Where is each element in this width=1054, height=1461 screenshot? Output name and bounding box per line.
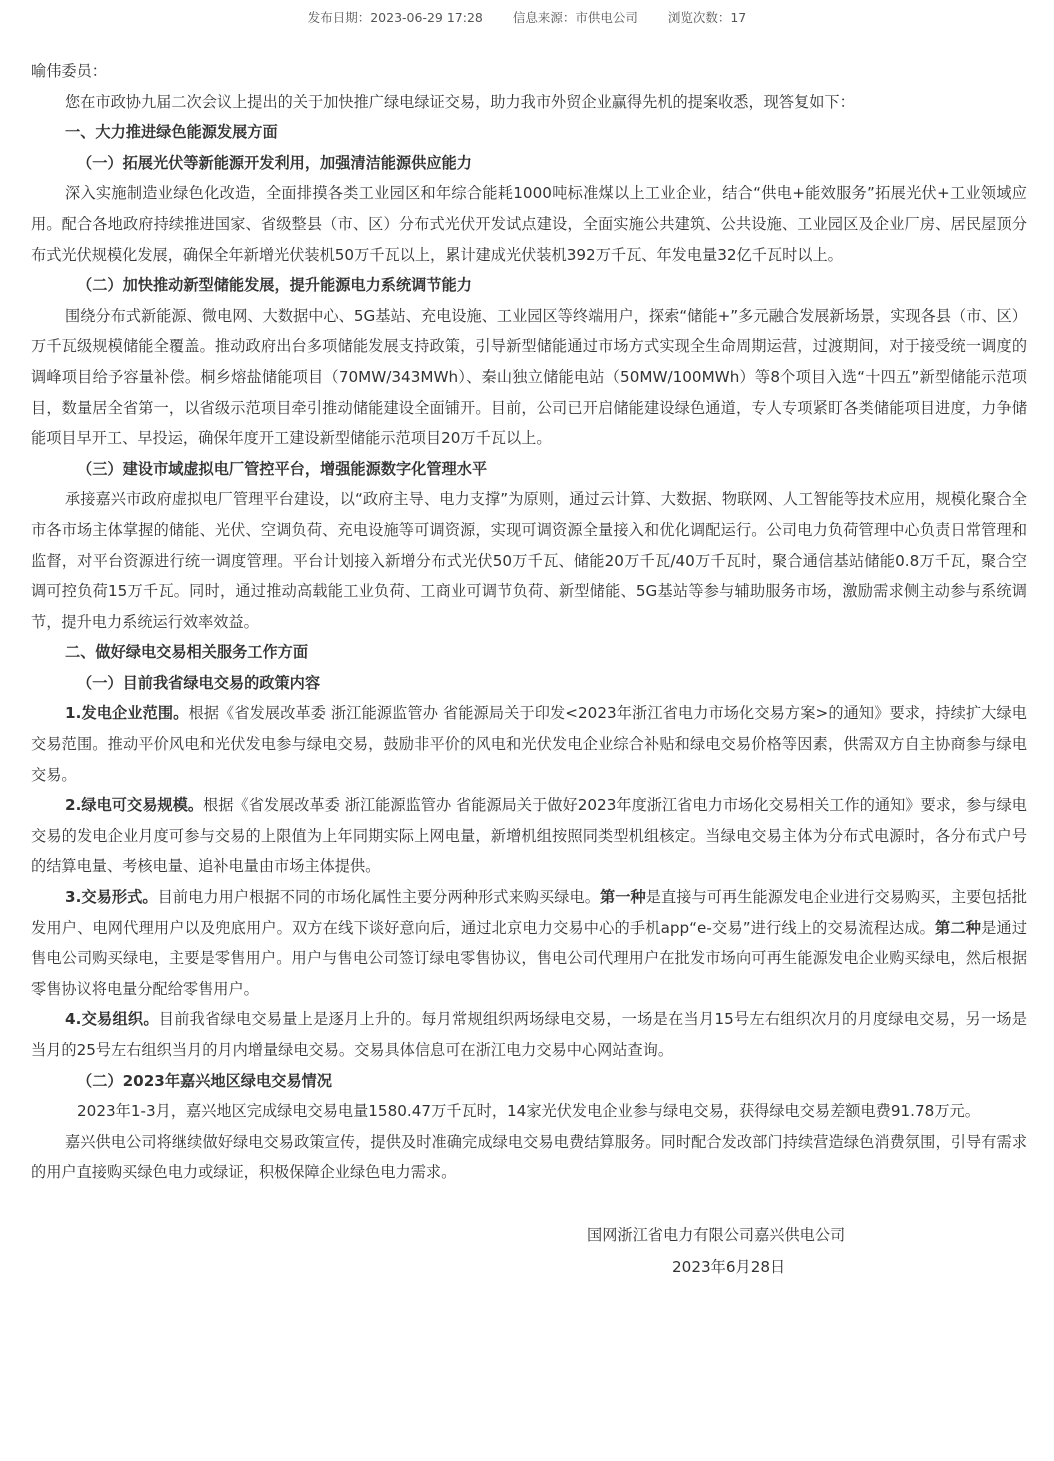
policy-item-3-first-type: 第一种 <box>600 888 646 907</box>
section-1-sub-1-body: 深入实施制造业绿色化改造，全面排摸各类工业园区和年综合能耗1000吨标准煤以上工业企业，结合“供电+能效服务”拓展光伏+工业领域应用。配合各地政府持续推进国家、省级整县（市、区）分布式光伏开发试点建设，全面实施公共建筑、公共设施、工业园区及企业厂房、居民屋顶分布式光伏规模化发展，确保全年新增光伏装机50万千瓦以上，累计建成光伏装机392万千瓦、年发电量32亿千瓦时以上。 <box>31 184 1027 264</box>
policy-item-3-title: 3.交易形式。 <box>65 888 158 907</box>
section-1-sub-1-heading: （一）拓展光伏等新能源开发利用，加强清洁能源供应能力 <box>77 153 472 172</box>
article-body <box>31 56 1027 1283</box>
section-1-heading: 一、大力推进绿色能源发展方面 <box>65 123 278 142</box>
signature-date: 2023年6月28日 <box>672 1257 786 1276</box>
section-2-sub-2-body: 2023年1-3月，嘉兴地区完成绿电交易电量1580.47万千瓦时，14家光伏发电企业参与绿电交易，获得绿电交易差额电费91.78万元。 <box>77 1102 980 1121</box>
publish-date: 发布日期：2023-06-29 17:28 <box>307 10 483 25</box>
policy-item-3-body-a: 目前电力用户根据不同的市场化属性主要分两种形式来购买绿电。 <box>157 888 600 907</box>
policy-item-3-body-c: 是通过售电公司购买绿电，主要是零售用户。用户与售电公司签订绿电零售协议，售电公司代理用户在批发市场向可再生能源发电企业购买绿电，然后根据零售协议将电量分配给零售用户。 <box>31 918 1028 998</box>
intro-paragraph: 您在市政协九届二次会议上提出的关于加快推广绿电绿证交易，助力我市外贸企业赢得先机的提案收悉，现答复如下： <box>65 92 855 111</box>
section-2-sub-1-heading: （一）目前我省绿电交易的政策内容 <box>77 673 320 692</box>
section-2-heading: 二、做好绿电交易相关服务工作方面 <box>65 643 308 662</box>
policy-item-4 <box>31 1004 1027 1065</box>
signature-block <box>31 1219 1027 1283</box>
view-count: 浏览次数：17 <box>667 10 747 25</box>
section-1-sub-2-heading: （二）加快推动新型储能发展，提升能源电力系统调节能力 <box>77 276 472 295</box>
policy-item-1-body: 根据《省发展改革委 浙江能源监管办 省能源局关于印发<2023年浙江省电力市场化交易方案>的通知》要求，持续扩大绿电交易范围。推动平价风电和光伏发电参与绿电交易，鼓励非平价的风电和光伏发电企业综合补贴和绿电交易价格等因素，供需双方自主协商参与绿电交易。 <box>31 704 1027 784</box>
closing-paragraph: 嘉兴供电公司将继续做好绿电交易政策宣传，提供及时准确完成绿电交易电费结算服务。同时配合发改部门持续营造绿色消费氛围，引导有需求的用户直接购买绿色电力或绿证，积极保障企业绿色电力需求。 <box>31 1132 1027 1182</box>
section-2-sub-2-heading: （二）2023年嘉兴地区绿电交易情况 <box>77 1071 332 1090</box>
section-1-sub-3-body: 承接嘉兴市政府虚拟电厂管理平台建设，以“政府主导、电力支撑”为原则，通过云计算、大数据、物联网、人工智能等技术应用，规模化聚合全市各市场主体掌握的储能、光伏、空调负荷、充电设施等可调资源，实现可调资源全量接入和优化调配运行。公司电力负荷管理中心负责日常管理和监督，对平台资源进行统一调度管理。平台计划接入新增分布式光伏50万千瓦、储能20万千瓦/40万千瓦时，聚合通信基站储能0.8万千瓦，聚合空调可控负荷15万千瓦。同时，通过推动高载能工业负荷、工商业可调节负荷、新型储能、5G基站等参与辅助服务市场，激励需求侧主动参与系统调节，提升电力系统运行效率效益。 <box>31 490 1027 631</box>
policy-item-3 <box>31 882 1027 1004</box>
policy-item-4-title: 4.交易组织。 <box>65 1010 159 1029</box>
section-1-sub-2-body: 围绕分布式新能源、微电网、大数据中心、5G基站、充电设施、工业园区等终端用户，探索“储能+”多元融合发展新场景，实现各县（市、区）万千瓦级规模储能全覆盖。推动政府出台多项储能发展支持政策，引导新型储能通过市场方式实现全生命周期运营，过渡期间，对于接受统一调度的调峰项目给予容量补偿。桐乡熔盐储能项目（70MW/343MWh）、秦山独立储能电站（50MW/100MWh）等8个项目入选“十四五”新型储能示范项目，数量居全省第一，以省级示范项目牵引推动储能建设全面铺开。目前，公司已开启储能建设绿色通道，专人专项紧盯各类储能项目进度，力争储能项目早开工、早投运，确保年度开工建设新型储能示范项目20万千瓦以上。 <box>31 306 1027 448</box>
policy-item-1-title: 1.发电企业范围。 <box>65 704 189 723</box>
greeting: 喻伟委员： <box>31 62 107 80</box>
policy-item-2-body: 根据《省发展改革委 浙江能源监管办 省能源局关于做好2023年度浙江省电力市场化交易相关工作的通知》要求，参与绿电交易的发电企业月度可参与交易的上限值为上年同期实际上网电量，新增机组按照同类型机组核定。当绿电交易主体为分布式电源时，各分布式户号的结算电量、考核电量、追补电量由市场主体提供。 <box>31 796 1027 876</box>
policy-item-3-body-b: 是直接与可再生能源发电企业进行交易购买，主要包括批发用户、电网代理用户以及兜底用户。双方在线下谈好意向后，通过北京电力交易中心的手机app“e-交易”进行线上的交易流程达成。 <box>31 888 1028 937</box>
policy-item-2-title: 2.绿电可交易规模。 <box>65 796 204 815</box>
signature-org: 国网浙江省电力有限公司嘉兴供电公司 <box>587 1225 846 1244</box>
policy-item-4-body: 目前我省绿电交易量上是逐月上升的。每月常规组织两场绿电交易，一场是在当月15号左右组织次月的月度绿电交易，另一场是当月的25号左右组织当月的月内增量绿电交易。交易具体信息可在浙江电力交易中心网站查询。 <box>31 1010 1027 1059</box>
policy-item-1 <box>31 698 1027 790</box>
policy-item-3-second-type: 第二种 <box>935 918 982 937</box>
policy-item-2 <box>31 790 1027 882</box>
section-1-sub-3-heading: （三）建设市域虚拟电厂管控平台，增强能源数字化管理水平 <box>77 459 488 478</box>
info-source: 信息来源：市供电公司 <box>512 10 638 25</box>
article-meta-bar <box>0 8 1054 26</box>
